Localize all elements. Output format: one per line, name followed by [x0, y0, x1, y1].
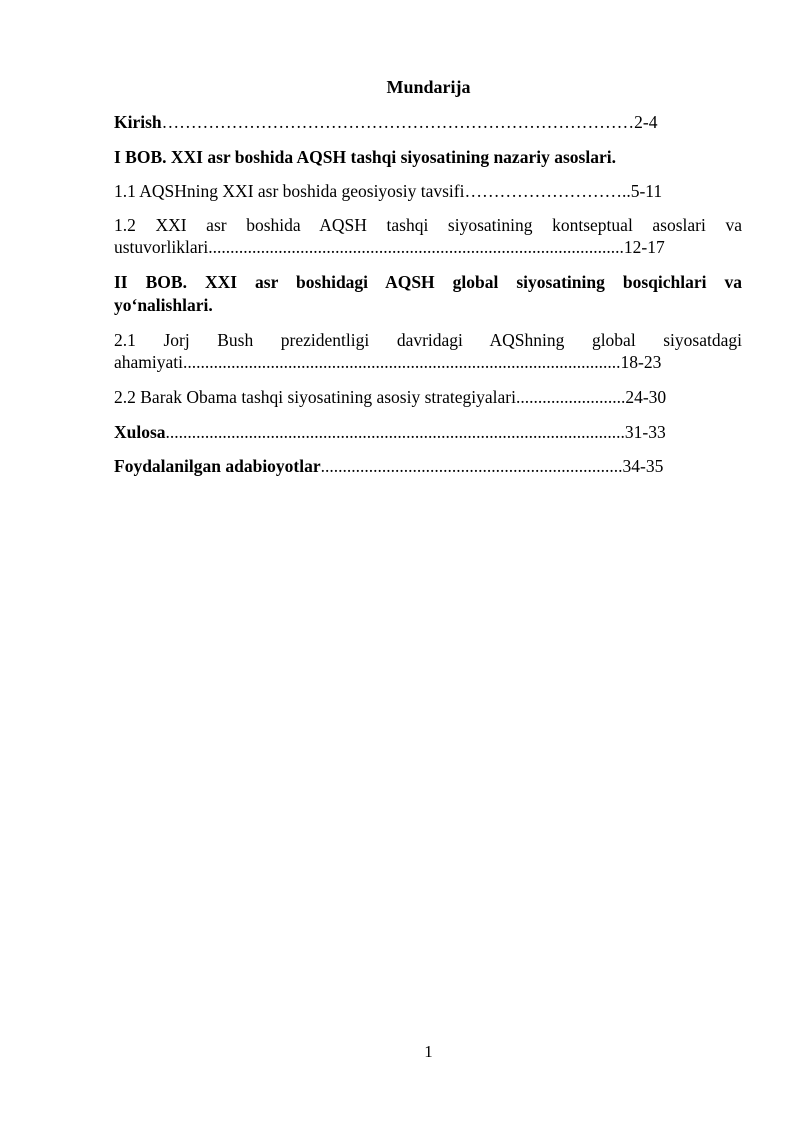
toc-entry-label: ustuvorliklari: [114, 237, 209, 257]
toc-chapter-1[interactable]: [114, 146, 616, 168]
toc-entry-label: Foydalanilgan adabioyotlar: [114, 456, 321, 476]
toc-page-range: 12-17: [623, 237, 665, 257]
toc-entry-label: I BOB. XXI asr boshida AQSH tashqi siyosatining nazariy asoslari.: [114, 147, 616, 167]
toc-entry-2-2[interactable]: [114, 386, 666, 408]
toc-entry-label-line1: II BOB. XXI asr boshidagi AQSH global siyosatining bosqichlari va: [114, 272, 742, 292]
toc-leader-dots: ………………………………………………………………………: [161, 112, 635, 132]
toc-entry-label-line2: yo‘nalishlari.: [114, 295, 213, 315]
toc-entry-label: Xulosa: [114, 422, 166, 442]
toc-leader-dots: ………………………..: [464, 181, 631, 201]
toc-page-range: 34-35: [622, 456, 664, 476]
page-number: 1: [424, 1042, 433, 1061]
toc-entry-label-line1: 2.1 Jorj Bush prezidentligi davridagi AQShning global siyosatdagi: [114, 330, 742, 350]
toc-entry-label-line2-row: [114, 351, 661, 373]
toc-leader-dots: .........................................................................................................: [165, 422, 625, 442]
toc-entry-label: 2.2 Barak Obama tashqi siyosatining asosiy strategiyalari: [114, 387, 516, 407]
toc-page-range: 18-23: [620, 352, 662, 372]
toc-leader-dots: ...............................................................................................: [208, 237, 624, 257]
toc-entry-label-line1: 1.2 XXI asr boshida AQSH tashqi siyosatining kontseptual asoslari va: [114, 215, 742, 235]
toc-entry-label: Kirish: [114, 112, 162, 132]
toc-page-range: 5-11: [630, 181, 663, 201]
page-title: Mundarija: [386, 77, 471, 97]
toc-leader-dots: .....................................................................: [320, 456, 623, 476]
toc-entry-kirish[interactable]: [114, 111, 657, 133]
toc-page-range: 31-33: [624, 422, 666, 442]
toc-entry-label: ahamiyati: [114, 352, 184, 372]
toc-page-range: 24-30: [625, 387, 667, 407]
toc-entry-xulosa[interactable]: [114, 421, 666, 443]
toc-entry-label: 1.1 AQSHning XXI asr boshida geosiyosiy tavsifi: [114, 181, 465, 201]
toc-leader-dots: .........................: [515, 387, 626, 407]
toc-leader-dots: ....................................................................................................: [183, 352, 621, 372]
toc-entry-references[interactable]: [114, 455, 663, 477]
toc-entry-1-1[interactable]: [114, 180, 662, 202]
toc-entry-label-line2-row: [114, 236, 665, 258]
toc-page-range: 2-4: [634, 112, 658, 132]
